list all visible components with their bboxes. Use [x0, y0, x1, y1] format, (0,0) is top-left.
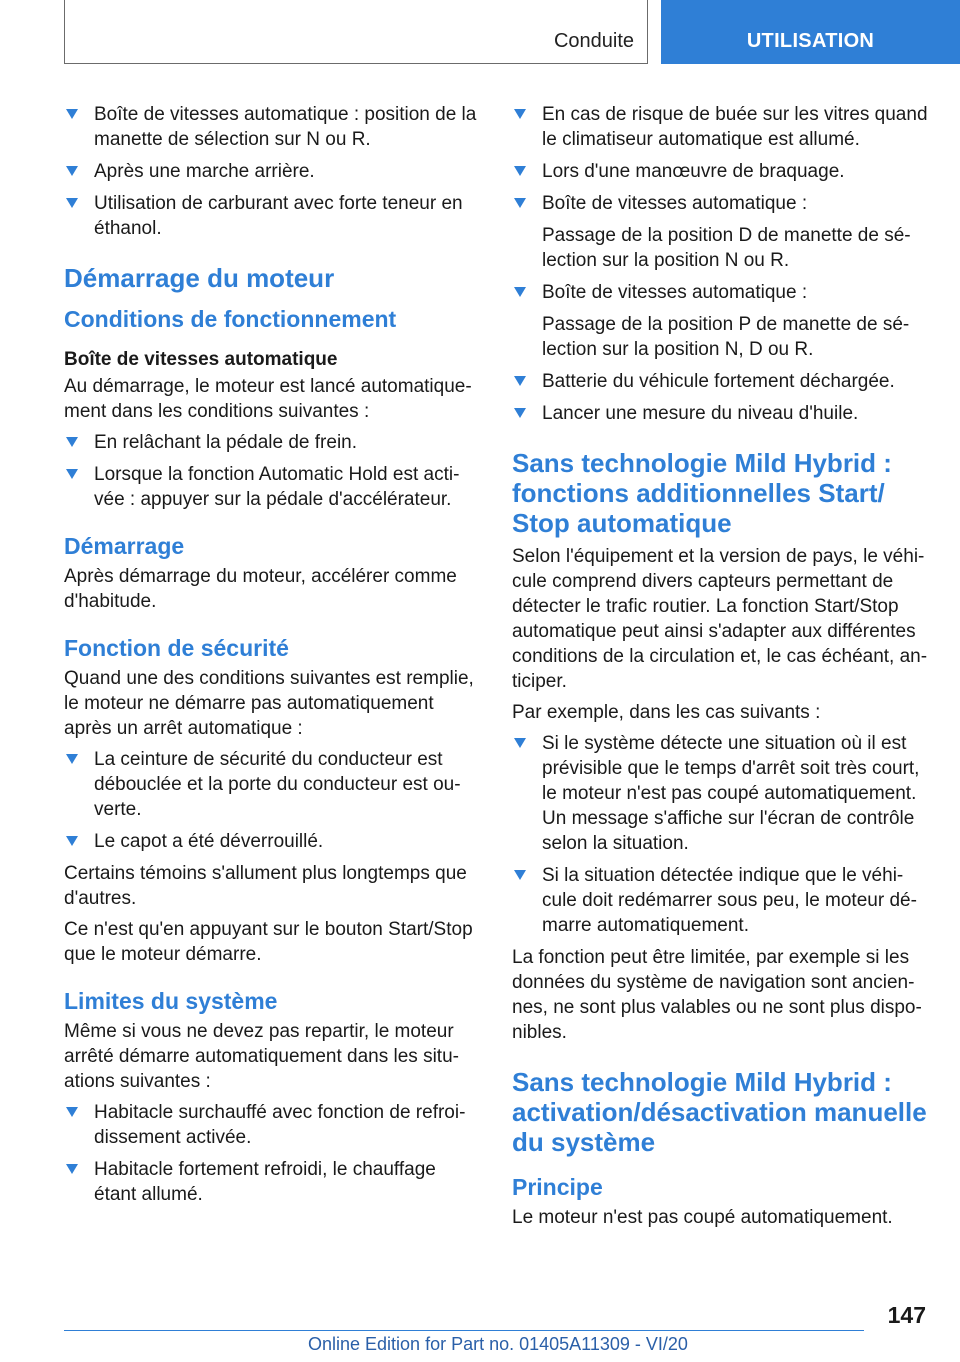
footer-edition: Online Edition for Part no. 01405A11309 - VI/20	[308, 1334, 688, 1354]
list-item: Lors d'une manœuvre de braquage.	[512, 159, 928, 184]
triangle-bullet-icon	[66, 754, 78, 764]
triangle-bullet-icon	[66, 109, 78, 119]
paragraph: Ce n'est qu'en appuyant sur le bouton Start/Stop que le moteur démarre.	[64, 919, 473, 965]
list-item: Boîte de vitesses automatique :	[512, 280, 928, 305]
page-number: 147	[887, 1302, 926, 1328]
triangle-bullet-icon	[66, 836, 78, 846]
triangle-bullet-icon	[514, 198, 526, 208]
list-item: Lorsque la fonction Automatic Hold est acti‐vée : appuyer sur la pédale d'accélérateur.	[64, 462, 482, 512]
list-item: Lancer une mesure du niveau d'huile.	[512, 401, 928, 426]
triangle-bullet-icon	[514, 166, 526, 176]
paragraph: Quand une des conditions suivantes est remplie, le moteur ne démarre pas automatiquement après un arrêt automatique :	[64, 668, 474, 739]
heading-securite: Fonction de sécurité	[64, 635, 289, 661]
triangle-bullet-icon	[514, 287, 526, 297]
list-item: Le capot a été déverrouillé.	[64, 829, 482, 854]
list-item: Utilisation de carburant avec forte teneur en éthanol.	[64, 191, 482, 241]
paragraph: Certains témoins s'allument plus longtemps que d'autres.	[64, 863, 467, 909]
paragraph: Après démarrage du moteur, accélérer comme d'habitude.	[64, 566, 457, 612]
paragraph: La fonction peut être limitée, par exemple si les données du système de navigation sont ancien‐nes, ne sont plus valables ou ne sont plus dispo‐nibles.	[512, 947, 922, 1043]
list-item: Habitacle surchauffé avec fonction de refroi‐dissement activée.	[64, 1100, 482, 1150]
paragraph: Par exemple, dans les cas suivants :	[512, 702, 821, 723]
header-chapter-tab: UTILISATION	[661, 0, 960, 64]
heading-mild-hybrid-fonctions: Sans technologie Mild Hybrid : fonctions additionnelles Start/ Stop automatique	[512, 448, 892, 538]
triangle-bullet-icon	[66, 198, 78, 208]
triangle-bullet-icon	[514, 870, 526, 880]
list-item: En cas de risque de buée sur les vitres quand le climatiseur automatique est allumé.	[512, 102, 928, 152]
triangle-bullet-icon	[514, 109, 526, 119]
triangle-bullet-icon	[514, 738, 526, 748]
triangle-bullet-icon	[66, 166, 78, 176]
heading-mild-hybrid-activation: Sans technologie Mild Hybrid : activation/désactivation manuelle du système	[512, 1067, 927, 1157]
list-item: Si le système détecte une situation où il est prévisible que le temps d'arrêt soit très court, le moteur n'est pas coupé automatiquement. Un message s'affiche sur l'écran de contrôle selon la situation.	[512, 731, 928, 856]
paragraph: Au démarrage, le moteur est lancé automatique‐ment dans les conditions suivantes :	[64, 376, 472, 422]
list-item: La ceinture de sécurité du conducteur est débouclée et la porte du conducteur est ou‐verte.	[64, 747, 482, 822]
triangle-bullet-icon	[514, 408, 526, 418]
right-column	[512, 102, 928, 1236]
heading-limites: Limites du système	[64, 988, 278, 1014]
heading-demarrage-moteur: Démarrage du moteur	[64, 263, 335, 293]
triangle-bullet-icon	[66, 1107, 78, 1117]
list-item-detail: Passage de la position P de manette de sé‐lection sur la position N, D ou R.	[542, 314, 910, 360]
subheading-boite-vitesses: Boîte de vitesses automatique	[64, 349, 338, 370]
list-item: En relâchant la pédale de frein.	[64, 430, 482, 455]
heading-principe: Principe	[512, 1174, 603, 1200]
triangle-bullet-icon	[66, 469, 78, 479]
heading-demarrage: Démarrage	[64, 533, 185, 559]
list-item: Habitacle fortement refroidi, le chauffage étant allumé.	[64, 1157, 482, 1207]
list-item: Après une marche arrière.	[64, 159, 482, 184]
triangle-bullet-icon	[66, 1164, 78, 1174]
list-item: Boîte de vitesses automatique : position de la manette de sélection sur N ou R.	[64, 102, 482, 152]
triangle-bullet-icon	[66, 437, 78, 447]
heading-conditions: Conditions de fonctionnement	[64, 306, 397, 332]
triangle-bullet-icon	[514, 376, 526, 386]
paragraph: Même si vous ne devez pas repartir, le moteur arrêté démarre automatiquement dans les situ‐ations suivantes :	[64, 1021, 459, 1092]
list-item: Si la situation détectée indique que le véhi‐cule doit redémarrer sous peu, le moteur dé‐marre automatiquement.	[512, 863, 928, 938]
list-item: Boîte de vitesses automatique :	[512, 191, 928, 216]
list-item-detail: Passage de la position D de manette de sé‐lection sur la position N ou R.	[542, 225, 911, 271]
header-section-title: Conduite	[553, 30, 634, 52]
paragraph: Le moteur n'est pas coupé automatiquement.	[512, 1207, 893, 1228]
paragraph: Selon l'équipement et la version de pays, le véhi‐cule comprend divers capteurs permettant de détecter le trafic routier. La fonction Start/Stop automatique peut ainsi s'adapter aux différentes conditions de la circulation et, le cas échéant, an‐ticiper.	[512, 546, 928, 692]
left-column	[64, 102, 482, 1214]
footer-divider	[64, 1330, 864, 1331]
list-item: Batterie du véhicule fortement déchargée.	[512, 369, 928, 394]
